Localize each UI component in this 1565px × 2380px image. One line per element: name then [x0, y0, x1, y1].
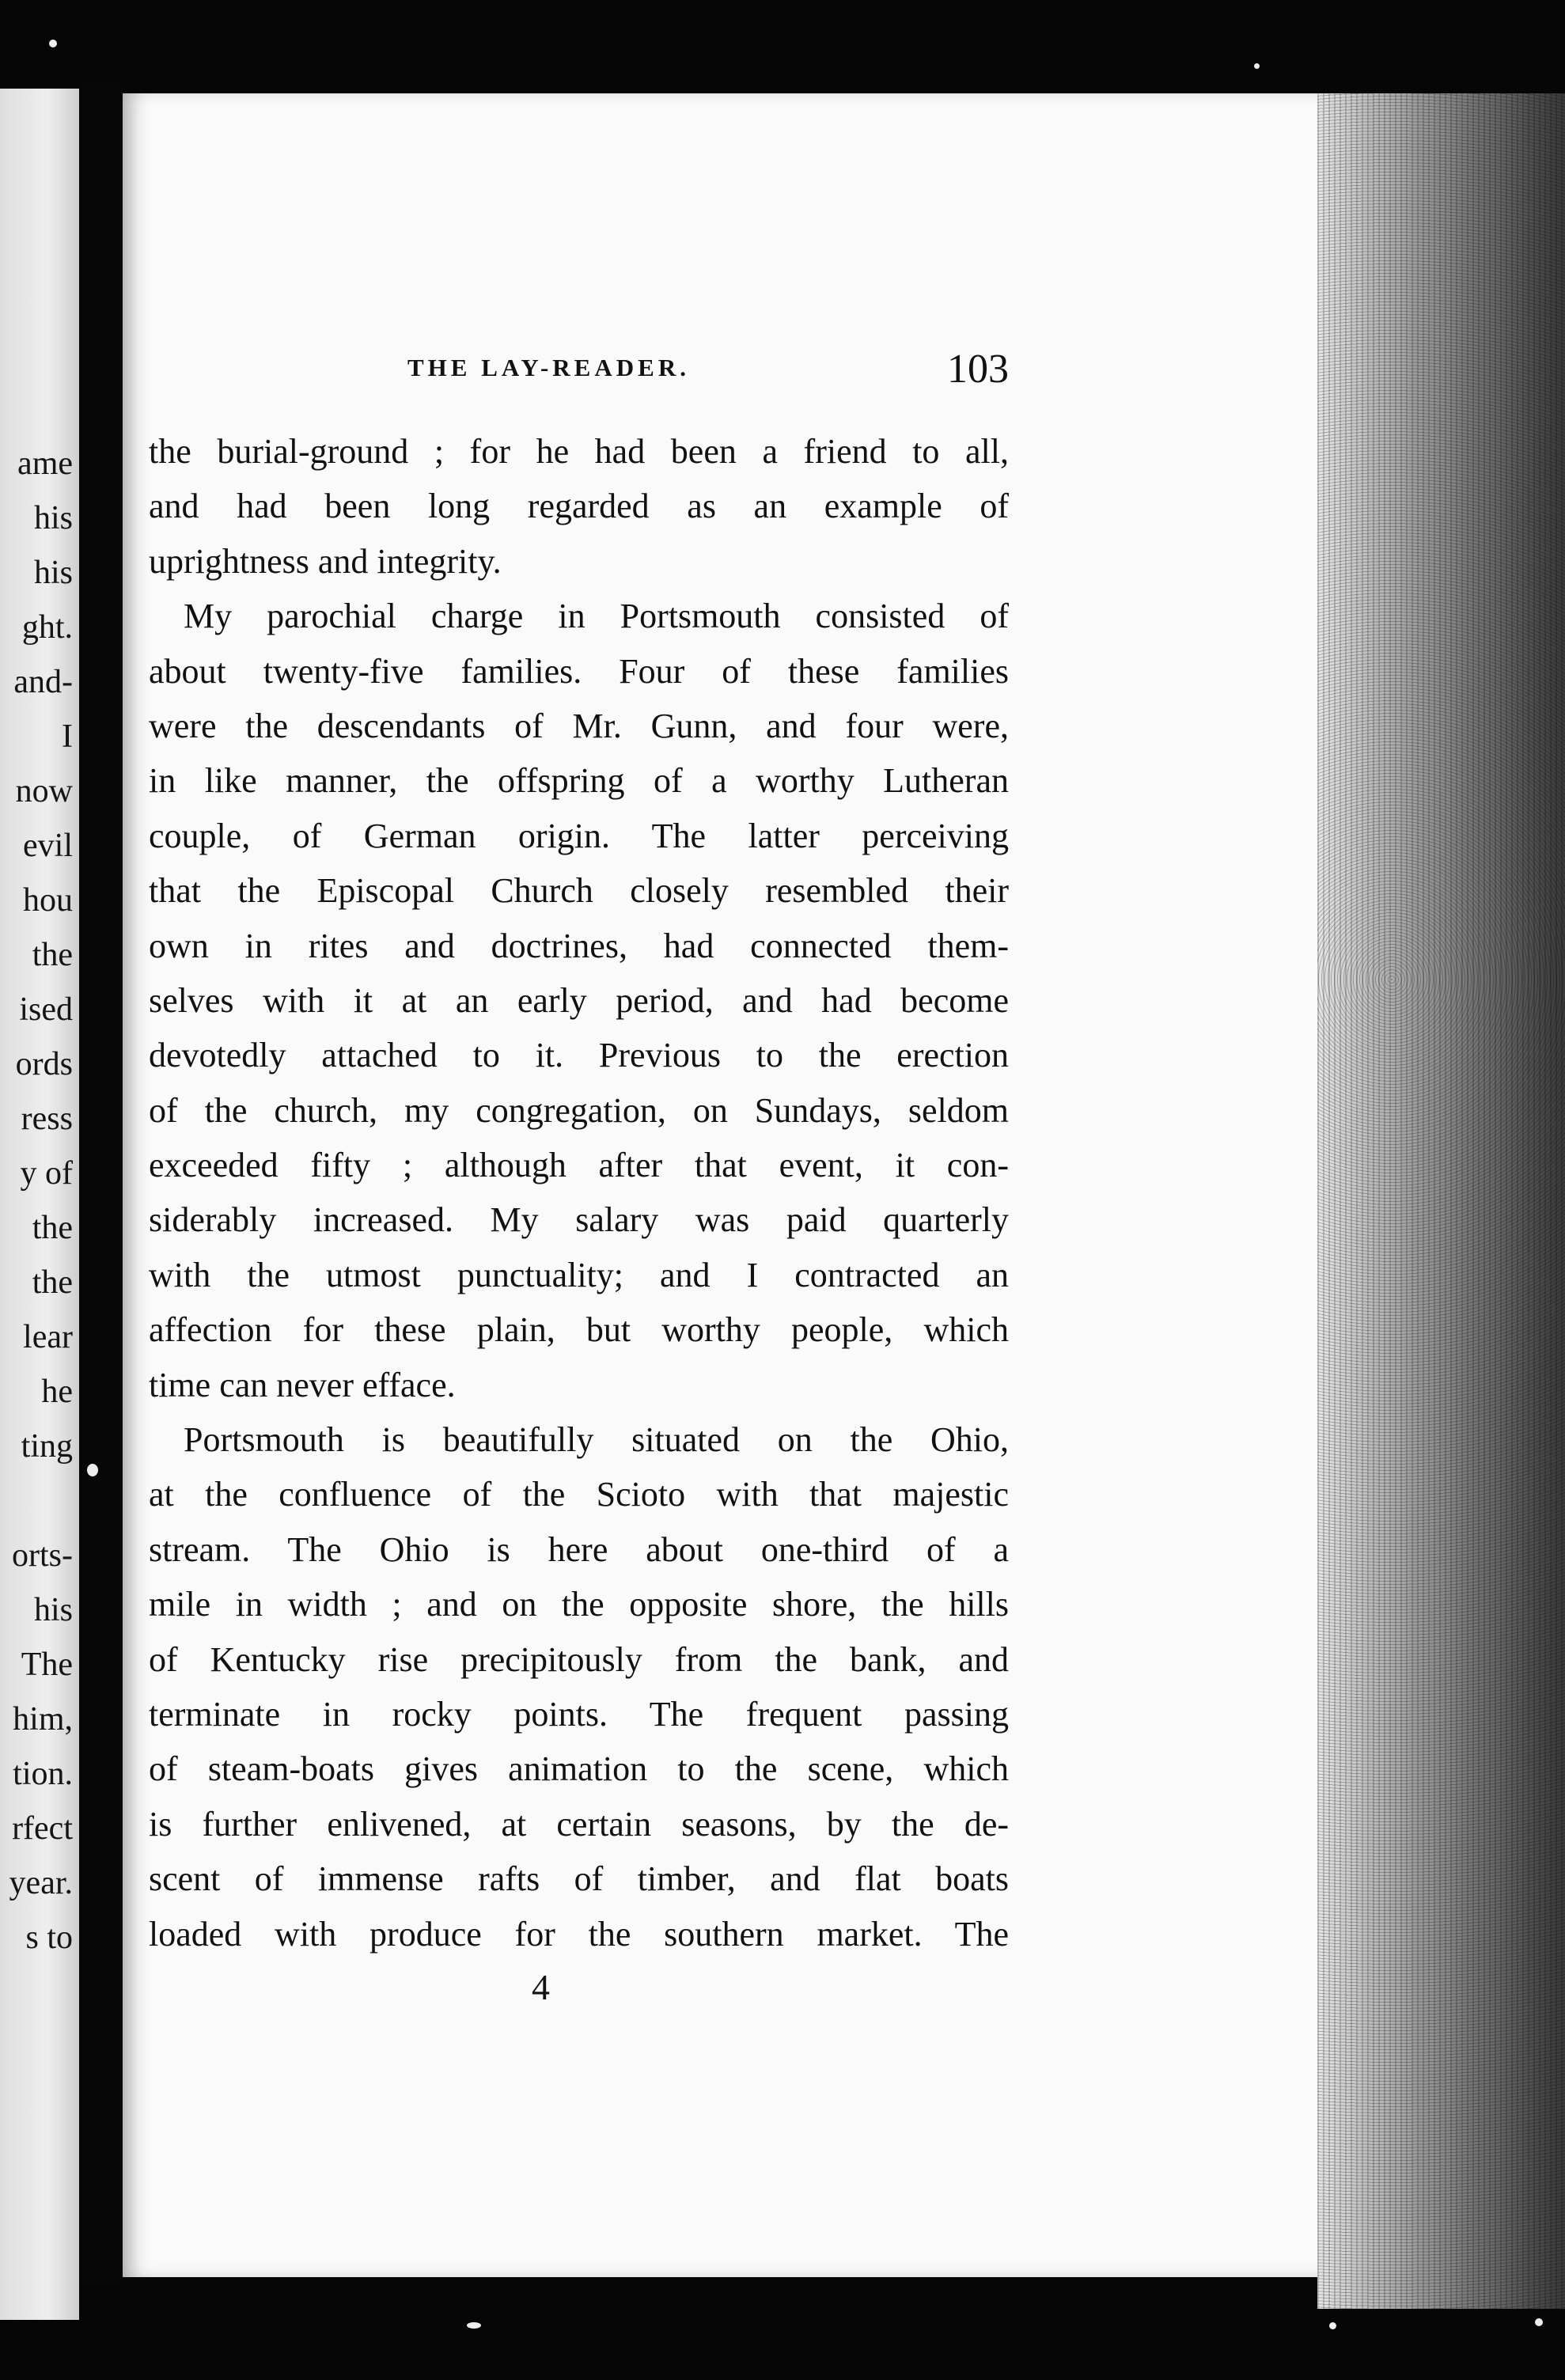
facing-page-line: ame — [17, 445, 73, 482]
running-head — [407, 347, 1009, 396]
facing-page-line: I — [62, 718, 73, 755]
text-line: time can never efface. — [149, 1365, 456, 1404]
facing-page-line: the — [32, 937, 73, 973]
text-line: were the descendants of Mr. Gunn, and four were, — [149, 706, 1009, 745]
text-line: loaded with produce for the southern market. The — [149, 1914, 1009, 1954]
body-text — [149, 424, 1009, 1961]
paragraph-first-line: My parochial charge in Portsmouth consisted of — [184, 597, 1009, 636]
text-line: is further enlivened, at certain seasons, by the de- — [149, 1804, 1009, 1844]
text-line: at the confluence of the Scioto with that majestic — [149, 1475, 1009, 1514]
facing-page-line: and- — [13, 664, 73, 700]
facing-page-line: y of — [20, 1155, 73, 1192]
scan-speck — [1254, 63, 1260, 69]
facing-page-text — [0, 437, 79, 1965]
text-line: of the church, my congregation, on Sundays, seldom — [149, 1090, 1009, 1130]
facing-page-line: the — [32, 1264, 73, 1301]
text-line: devotedly attached to it. Previous to the erection — [149, 1036, 1009, 1075]
page-number: 103 — [947, 347, 1009, 392]
running-title: THE LAY-READER. — [407, 354, 690, 381]
text-line: the burial-ground ; for he had been a friend to all, — [149, 432, 1009, 471]
facing-page-line: rfect — [12, 1810, 73, 1847]
facing-page-line: evil — [23, 828, 73, 864]
scan-speck — [87, 1464, 98, 1476]
facing-page-line: his — [33, 500, 73, 536]
text-line: couple, of German origin. The latter perceiving — [149, 816, 1009, 855]
facing-page-line: the — [32, 1210, 73, 1246]
text-line: uprightness and integrity. — [149, 541, 502, 581]
facing-page-line: him, — [13, 1701, 73, 1738]
facing-page-line: hou — [23, 882, 73, 919]
text-line: siderably increased. My salary was paid quarterly — [149, 1200, 1009, 1240]
facing-page-line: orts- — [12, 1537, 73, 1574]
page-edges — [1317, 93, 1565, 2309]
text-line: of Kentucky rise precipitously from the bank, and — [149, 1639, 1009, 1679]
facing-page-line: ting — [21, 1428, 73, 1465]
text-line: in like manner, the offspring of a worthy Lutheran — [149, 761, 1009, 801]
facing-page-line: lear — [23, 1319, 73, 1355]
facing-page-line: The — [21, 1647, 73, 1683]
facing-page — [0, 89, 79, 2320]
facing-page-line: ress — [21, 1101, 73, 1137]
text-line: stream. The Ohio is here about one-third of a — [149, 1529, 1009, 1569]
text-line: scent of immense rafts of timber, and flat boats — [149, 1859, 1009, 1899]
text-line: of steam-boats gives animation to the scene, which — [149, 1749, 1009, 1789]
text-line: mile in width ; and on the opposite shore, the hills — [149, 1585, 1009, 1624]
facing-page-line: ords — [15, 1046, 73, 1082]
text-line: that the Episcopal Church closely resembled their — [149, 871, 1009, 911]
facing-page-line: s to — [25, 1920, 73, 1956]
paragraph-first-line: Portsmouth is beautifully situated on the Ohio, — [184, 1420, 1009, 1460]
text-line: terminate in rocky points. The frequent passing — [149, 1694, 1009, 1734]
text-line: about twenty-five families. Four of these families — [149, 651, 1009, 691]
text-line: own in rites and doctrines, had connected them- — [149, 926, 1009, 965]
signature-mark: 4 — [532, 1967, 550, 2007]
text-line: and had been long regarded as an example of — [149, 487, 1009, 526]
facing-page-line: tion. — [13, 1756, 73, 1792]
text-line: with the utmost punctuality; and I contracted an — [149, 1255, 1009, 1294]
scan-speck — [49, 40, 57, 47]
scan-speck — [1535, 2318, 1543, 2326]
scan-speck — [1329, 2322, 1336, 2329]
facing-page-line — [0, 1474, 79, 1529]
facing-page-line: his — [33, 555, 73, 591]
facing-page-line: he — [41, 1374, 73, 1410]
facing-page-line: ised — [19, 991, 73, 1028]
facing-page-line: his — [33, 1592, 73, 1628]
book-gutter — [79, 79, 123, 2287]
facing-page-line: now — [15, 773, 73, 809]
text-line: exceeded fifty ; although after that event, it con- — [149, 1146, 1009, 1185]
facing-page-line: ght. — [21, 609, 73, 646]
facing-page-line: year. — [9, 1865, 73, 1901]
scan-speck — [467, 2322, 481, 2329]
text-line: selves with it at an early period, and had become — [149, 980, 1009, 1020]
text-line: affection for these plain, but worthy people, which — [149, 1310, 1009, 1350]
